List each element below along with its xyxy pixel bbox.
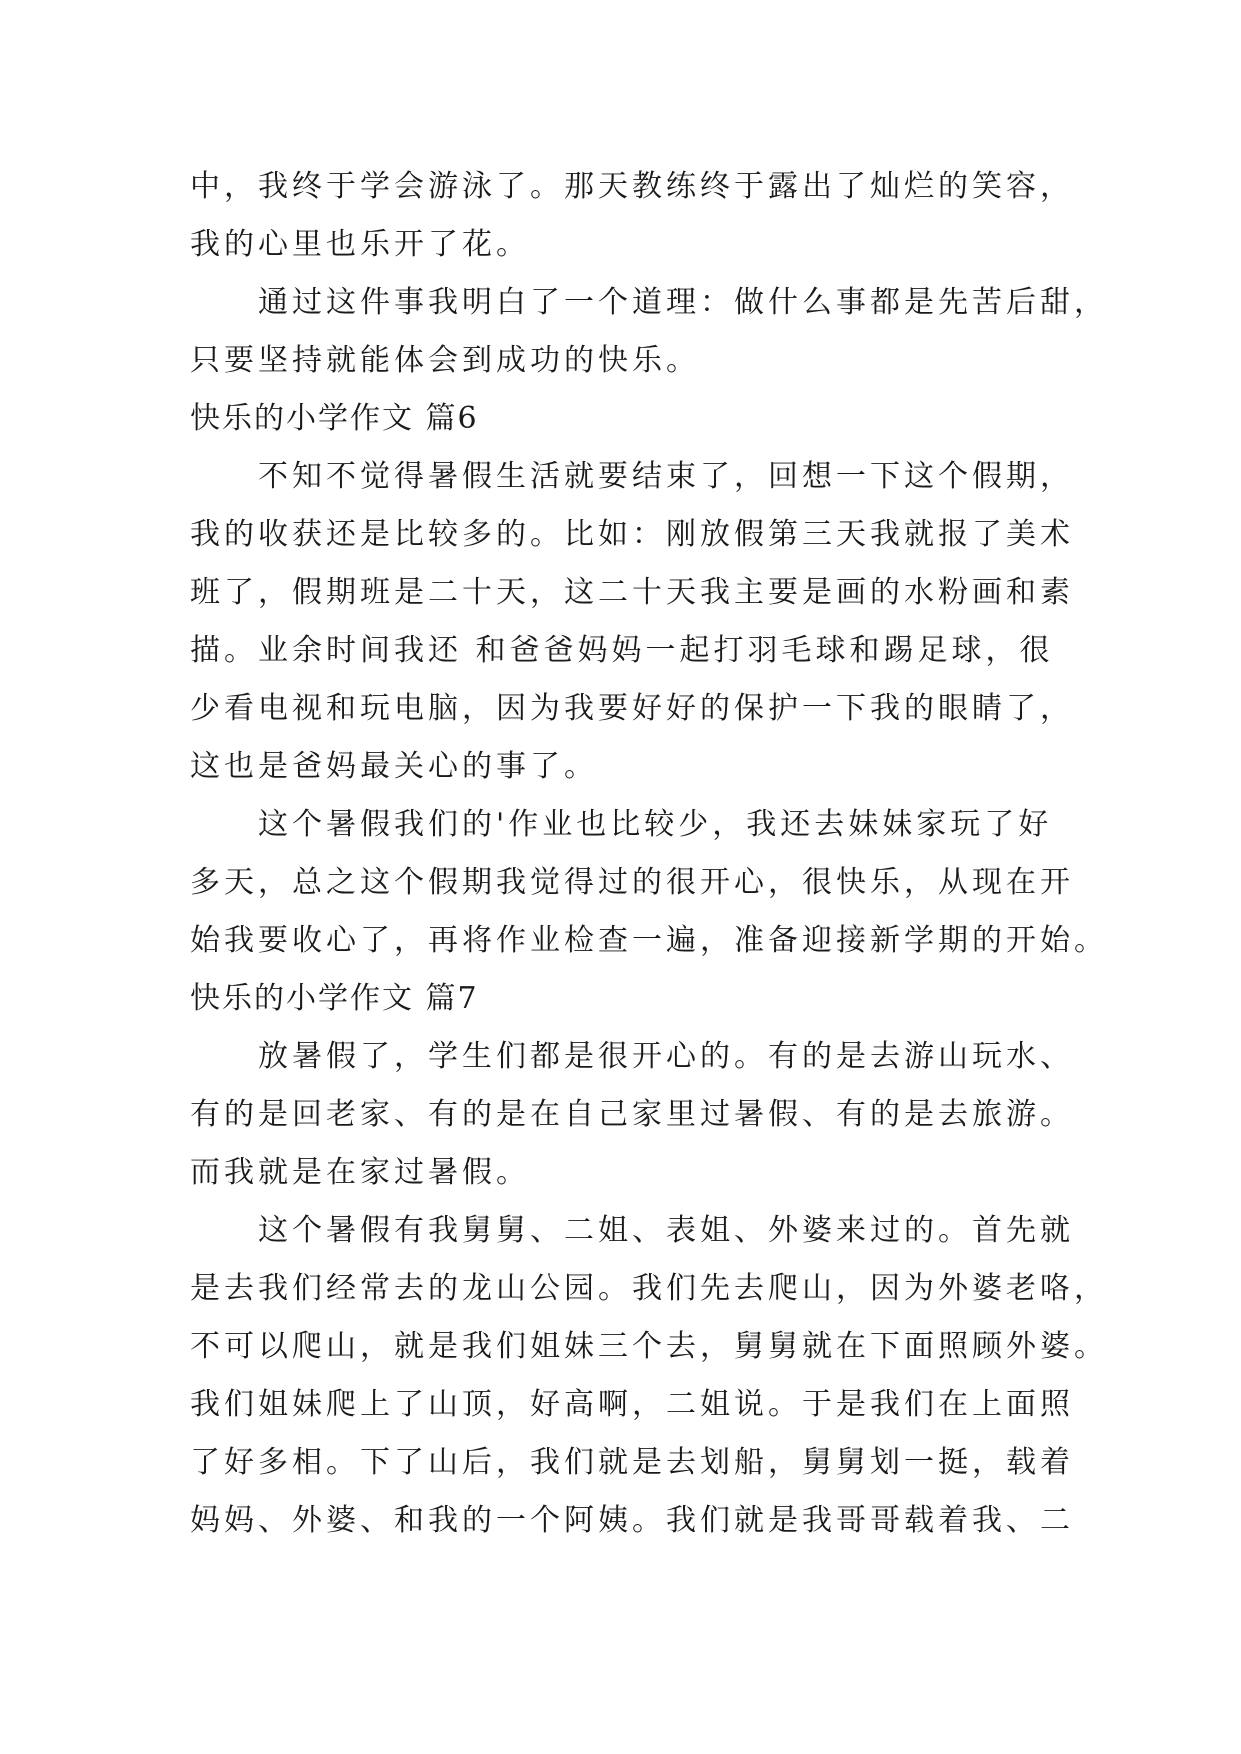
text-line: 这个暑假有我舅舅、二姐、表姐、外婆来过的。首先就 <box>258 1213 1074 1248</box>
paragraph-summer-gains <box>190 448 1090 796</box>
text-line: 不知不觉得暑假生活就要结束了，回想一下这个假期， <box>258 459 1074 494</box>
document-page <box>190 158 1108 1550</box>
text-line: 描。业余时间我还 和爸爸妈妈一起打羽毛球和踢足球，很 <box>190 633 1054 668</box>
text-line: 有的是回老家、有的是在自己家里过暑假、有的是去旅游。 <box>190 1097 1074 1132</box>
text-line: 只要坚持就能体会到成功的快乐。 <box>190 343 700 378</box>
text-line: 了好多相。下了山后，我们就是去划船，舅舅划一挺，载着 <box>190 1445 1074 1480</box>
text-line: 少看电视和玩电脑，因为我要好好的保护一下我的眼睛了， <box>190 691 1074 726</box>
text-line: 我的收获还是比较多的。比如：刚放假第三天我就报了美术 <box>190 517 1074 552</box>
text-line: 多天，总之这个假期我觉得过的很开心，很快乐，从现在开 <box>190 865 1074 900</box>
paragraph-summer-break <box>190 1028 1090 1202</box>
text-line: 我的心里也乐开了花。 <box>190 227 530 262</box>
text-line: 不可以爬山，就是我们姐妹三个去，舅舅就在下面照顾外婆。 <box>190 1329 1108 1364</box>
text-line: 妈妈、外婆、和我的一个阿姨。我们就是我哥哥载着我、二 <box>190 1503 1074 1538</box>
text-line: 通过这件事我明白了一个道理：做什么事都是先苦后甜， <box>258 285 1108 320</box>
text-line: 而我就是在家过暑假。 <box>190 1155 530 1190</box>
paragraph-continuation <box>190 158 1090 274</box>
paragraph-summer-homework <box>190 796 1108 970</box>
text-line: 中，我终于学会游泳了。那天教练终于露出了灿烂的笑容， <box>190 169 1074 204</box>
text-line: 始我要收心了，再将作业检查一遍，准备迎接新学期的开始。 <box>190 923 1108 958</box>
section-heading-7: 快乐的小学作文 篇7 <box>190 981 479 1016</box>
text-line: 放暑假了，学生们都是很开心的。有的是去游山玩水、 <box>258 1039 1074 1074</box>
text-line: 这个暑假我们的'作业也比较少，我还去妹妹家玩了好 <box>258 807 1053 842</box>
text-line: 我们姐妹爬上了山顶，好高啊，二姐说。于是我们在上面照 <box>190 1387 1074 1422</box>
paragraph-lesson <box>190 274 1108 390</box>
section-heading-6: 快乐的小学作文 篇6 <box>190 401 479 436</box>
paragraph-longshan-park <box>190 1202 1108 1550</box>
text-line: 班了，假期班是二十天，这二十天我主要是画的水粉画和素 <box>190 575 1074 610</box>
text-line: 这也是爸妈最关心的事了。 <box>190 749 598 784</box>
text-line: 是去我们经常去的龙山公园。我们先去爬山，因为外婆老咯， <box>190 1271 1108 1306</box>
